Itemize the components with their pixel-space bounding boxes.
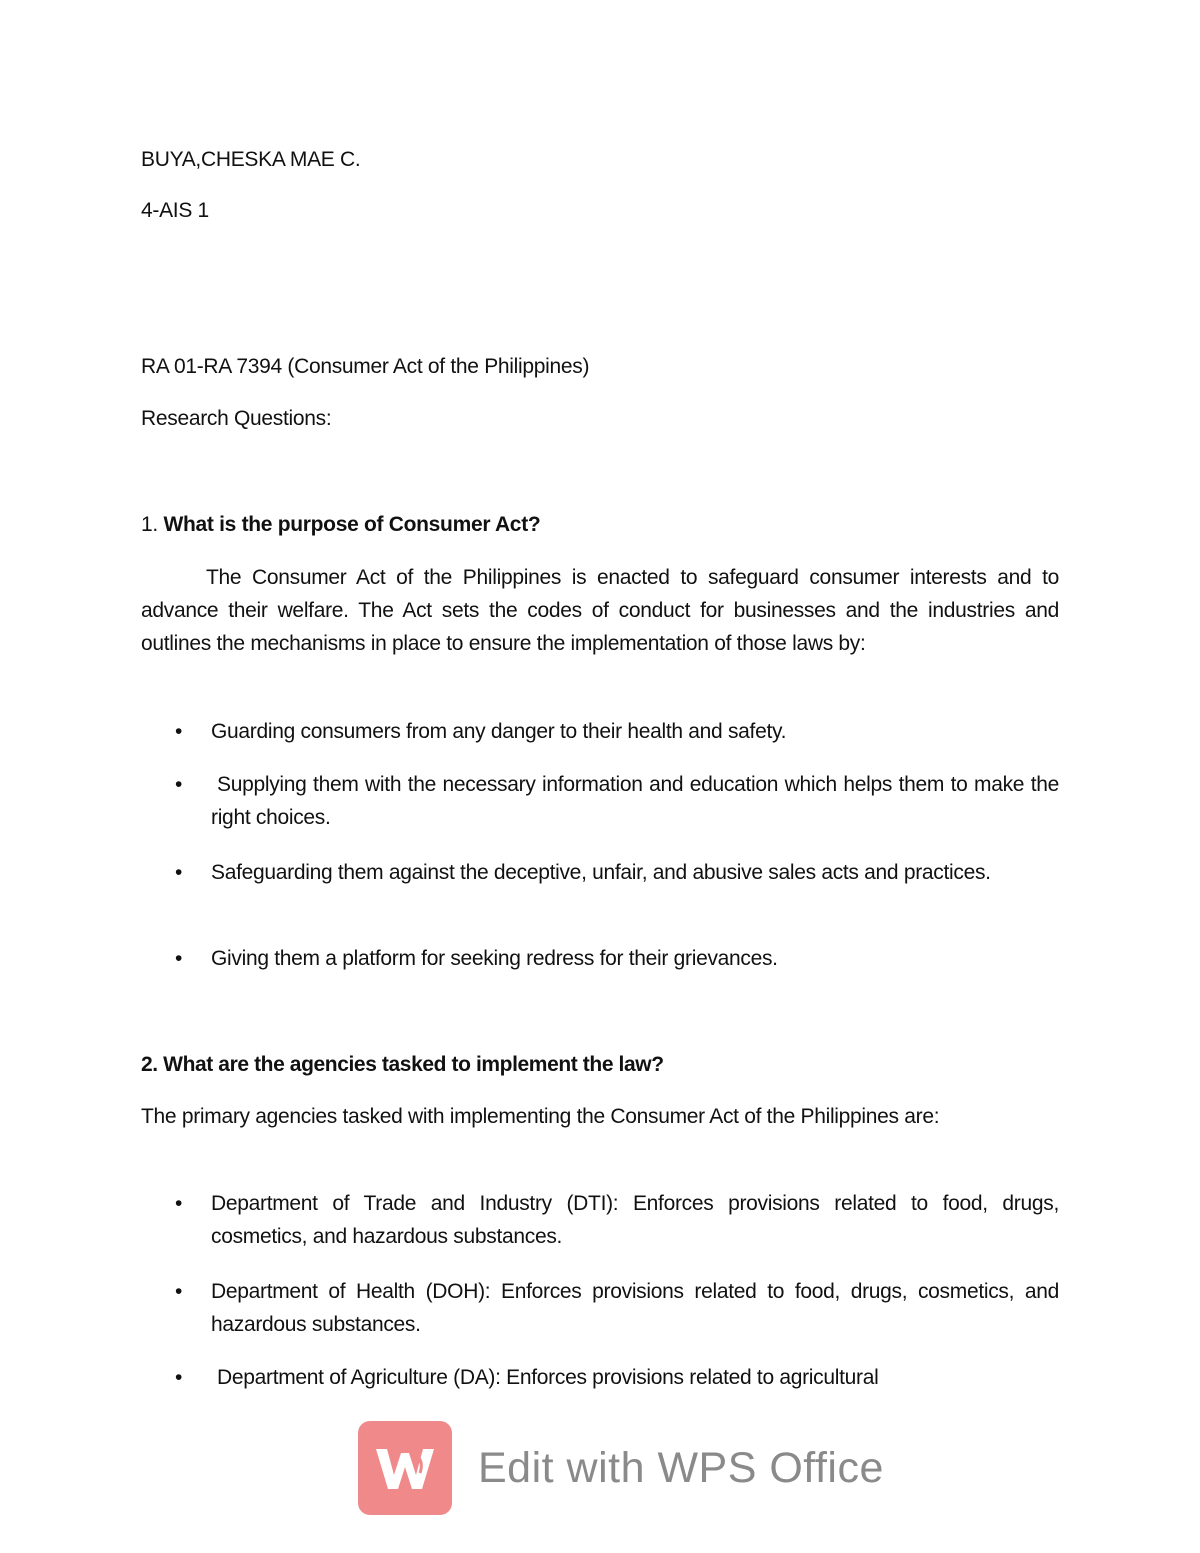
- list-item: [175, 856, 1059, 889]
- bullet-icon: •: [175, 773, 183, 796]
- bullet-icon: •: [175, 1280, 183, 1303]
- bullet-icon: •: [175, 861, 183, 884]
- list-item-text: Department of Trade and Industry (DTI): Enforces provisions related to food, drugs, cosmetics, and hazardous substances.: [211, 1192, 1059, 1248]
- list-item-text: Giving them a platform for seeking redress for their grievances.: [211, 947, 778, 970]
- topic-title: RA 01-RA 7394 (Consumer Act of the Philippines): [141, 355, 590, 378]
- question-1-intro: The Consumer Act of the Philippines is enacted to safeguard consumer interests and to advance their welfare. The Act sets the codes of conduct for businesses and the industries and outlines the mechanisms in place to ensure the implementation of those laws by:: [141, 566, 1059, 655]
- list-item: [175, 1187, 1059, 1253]
- bullet-icon: •: [175, 720, 183, 743]
- question-1-text: What is the purpose of Consumer Act?: [163, 513, 541, 536]
- wps-edit-link[interactable]: Edit with WPS Office: [478, 1444, 884, 1492]
- list-item-text: Department of Health (DOH): Enforces provisions related to food, drugs, cosmetics, and hazardous substances.: [211, 1280, 1059, 1336]
- list-item: [175, 768, 1059, 834]
- list-item-text: Safeguarding them against the deceptive, unfair, and abusive sales acts and practices.: [211, 861, 991, 884]
- section-label: 4-AIS 1: [141, 199, 209, 222]
- wps-office-logo-icon[interactable]: [358, 1421, 452, 1515]
- question-2-heading: 2. What are the agencies tasked to implement the law?: [141, 1053, 664, 1076]
- question-1-heading: [141, 508, 540, 541]
- list-item-text: Guarding consumers from any danger to their health and safety.: [211, 720, 787, 743]
- list-item-text: Department of Agriculture (DA): Enforces provisions related to agricultural: [217, 1366, 879, 1389]
- bullet-icon: •: [175, 1192, 183, 1215]
- question-1-number: 1.: [141, 513, 158, 536]
- list-item-text: Supplying them with the necessary information and education which helps them to make the right choices.: [211, 773, 1059, 829]
- list-item: [175, 942, 1059, 975]
- list-item: [175, 715, 1059, 748]
- bullet-icon: •: [175, 1366, 183, 1389]
- research-questions-label: Research Questions:: [141, 407, 332, 430]
- question-2-intro: The primary agencies tasked with implementing the Consumer Act of the Philippines are:: [141, 1105, 940, 1128]
- wps-logo-glyph: [358, 1421, 452, 1515]
- student-name: BUYA,CHESKA MAE C.: [141, 148, 361, 171]
- list-item: [175, 1361, 1059, 1394]
- list-item: [175, 1275, 1059, 1341]
- bullet-icon: •: [175, 947, 183, 970]
